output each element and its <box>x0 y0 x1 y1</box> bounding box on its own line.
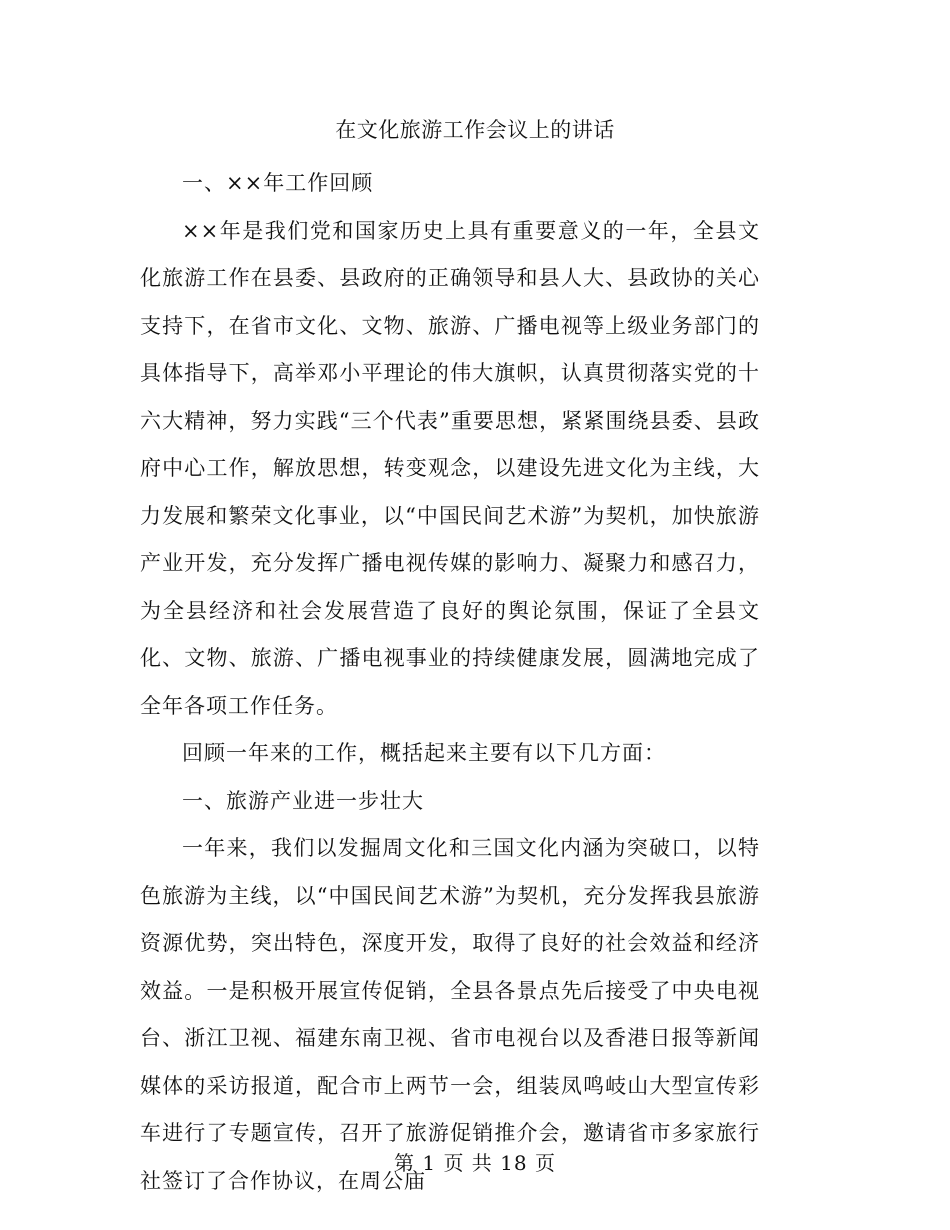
body-paragraph: 一年来，我们以发掘周文化和三国文化内涵为突破口，以特色旅游为主线，以“中国民间艺术游”为契机，充分发挥我县旅游资源优势，突出特色，深度开发，取得了良好的社会效益和经济效益。一是积极开展宣传促销，全县各景点先后接受了中央电视台、浙江卫视、福建东南卫视、省市电视台以及香港日报等新闻媒体的采访报道，配合市上两节一会，组装凤鸣岐山大型宣传彩车进行了专题宣传，召开了旅游促销推介会，邀请省市多家旅行社签订了合作协议，在周公庙 <box>140 836 760 1193</box>
document-body <box>140 160 760 1205</box>
body-paragraph: 回顾一年来的工作，概括起来主要有以下几方面： <box>182 741 666 765</box>
section-heading: 一、旅游产业进一步壮大 <box>182 788 424 813</box>
body-paragraph: ××年是我们党和国家历史上具有重要意义的一年，全县文化旅游工作在县委、县政府的正确领导和县人大、县政协的关心支持下，在省市文化、文物、旅游、广播电视等上级业务部门的具体指导下，高举邓小平理论的伟大旗帜，认真贯彻落实党的十六大精神，努力实践“三个代表”重要思想，紧紧围绕县委、县政府中心工作，解放思想，转变观念，以建设先进文化为主线，大力发展和繁荣文化事业，以“中国民间艺术游”为契机，加快旅游产业开发，充分发挥广播电视传媒的影响力、凝聚力和感召力，为全县经济和社会发展营造了良好的舆论氛围，保证了全县文化、文物、旅游、广播电视事业的持续健康发展，圆满地完成了全年各项工作任务。 <box>140 218 760 718</box>
document-title: 在文化旅游工作会议上的讲话 <box>335 118 615 142</box>
section-heading: 一、××年工作回顾 <box>182 171 374 195</box>
page-number-footer: 第 1 页 共 18 页 <box>394 1151 556 1175</box>
